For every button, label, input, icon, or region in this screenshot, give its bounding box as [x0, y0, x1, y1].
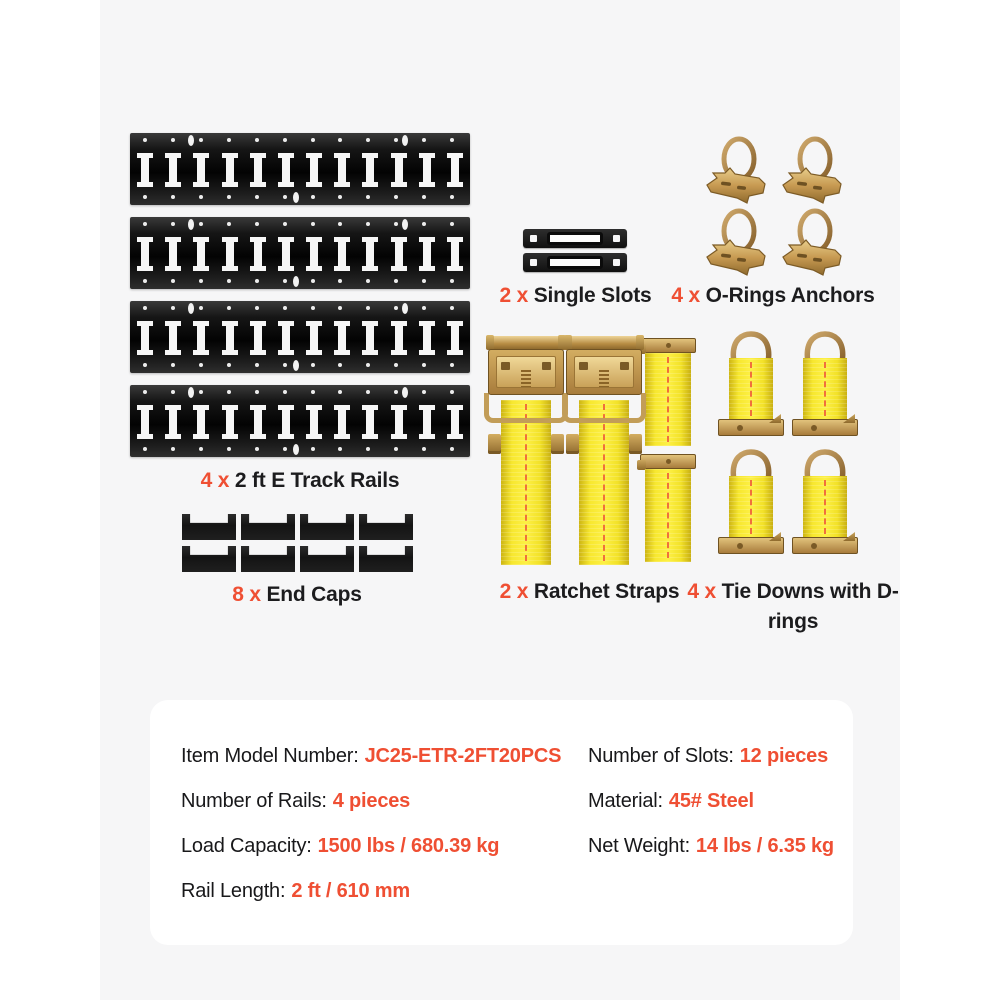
spec-label: Rail Length: [181, 880, 286, 902]
mounting-hole [283, 279, 287, 283]
ratchet-straps-name: Ratchet Straps [533, 580, 680, 603]
mounting-hole [171, 390, 175, 394]
end-cap [182, 514, 236, 540]
rail-slot-row [141, 317, 459, 358]
mounting-hole [338, 279, 342, 283]
mounting-slot-hole [293, 192, 299, 203]
mounting-slot-hole [402, 303, 408, 314]
mounting-hole [199, 306, 203, 310]
e-track-rails-group [130, 133, 470, 463]
rail-slot [451, 322, 459, 354]
mounting-hole [255, 447, 259, 451]
spec-label: Load Capacity: [181, 835, 312, 857]
rails-label [130, 466, 470, 496]
spec-value: 45# Steel [668, 790, 754, 812]
tie-down-anchor [792, 448, 858, 561]
rail-slot [451, 154, 459, 186]
tie-down-anchor [792, 330, 858, 443]
mounting-hole [311, 222, 315, 226]
mounting-hole [311, 279, 315, 283]
ratchet-straps-label [492, 577, 687, 607]
rail-slot [395, 322, 403, 354]
mounting-hole [422, 447, 426, 451]
mounting-hole [338, 363, 342, 367]
mounting-hole [283, 222, 287, 226]
rail-bottom-edge [135, 359, 465, 372]
mounting-hole [143, 138, 147, 142]
single-slots-name: Single Slots [533, 284, 652, 307]
rail-bottom-edge [135, 191, 465, 204]
mounting-hole [450, 363, 454, 367]
mounting-hole [394, 363, 398, 367]
mounting-hole [143, 222, 147, 226]
mounting-hole [394, 447, 398, 451]
mounting-hole [394, 195, 398, 199]
mounting-hole [255, 195, 259, 199]
o-ring-anchor [778, 136, 846, 206]
spec-value: 2 ft / 610 mm [291, 880, 410, 902]
spec-number-of-rails [181, 789, 410, 813]
mounting-hole [227, 363, 231, 367]
rail-top-edge [135, 302, 465, 315]
ratchet-straps-group [488, 336, 642, 565]
mounting-hole [338, 390, 342, 394]
e-track-rail [130, 217, 470, 289]
mounting-hole [422, 195, 426, 199]
e-track-fitting [792, 537, 858, 554]
stitch-line [603, 404, 605, 561]
mounting-hole [199, 222, 203, 226]
strap-webbing [645, 353, 691, 446]
rail-slot [310, 322, 318, 354]
mounting-hole [450, 138, 454, 142]
strap-hook [629, 434, 642, 454]
mounting-slot-hole [402, 219, 408, 230]
mounting-hole [311, 447, 315, 451]
rail-slot [169, 322, 177, 354]
mounting-hole [143, 390, 147, 394]
o-ring-anchor-icon [778, 208, 846, 278]
rail-slot [338, 154, 346, 186]
rail-slot [226, 238, 234, 270]
ratchet-plate [496, 356, 556, 388]
square-hole [613, 259, 620, 266]
rail-slot [451, 406, 459, 438]
mounting-hole [422, 279, 426, 283]
e-track-fitting [640, 338, 696, 353]
e-track-fitting [792, 419, 858, 436]
tie-downs-name: Tie Downs with D-rings [721, 580, 899, 633]
spec-rail-length [181, 879, 410, 903]
mounting-hole [255, 306, 259, 310]
rail-slot [366, 406, 374, 438]
mounting-hole [311, 363, 315, 367]
strap-hook [566, 434, 579, 454]
rail-slot [169, 406, 177, 438]
rail-slot [254, 238, 262, 270]
mounting-hole [366, 447, 370, 451]
rail-slot [141, 154, 149, 186]
mounting-hole [366, 363, 370, 367]
mounting-hole [199, 195, 203, 199]
strap-hook [551, 434, 564, 454]
o-ring-anchor [702, 208, 770, 278]
end-caps-qty: 8 x [232, 583, 261, 606]
mounting-hole [366, 195, 370, 199]
slot-window [547, 256, 603, 269]
mounting-hole [171, 195, 175, 199]
o-ring-anchors-group [702, 136, 846, 278]
stitch-line [667, 357, 669, 442]
mounting-hole [227, 138, 231, 142]
mounting-hole [143, 447, 147, 451]
mounting-hole [338, 138, 342, 142]
mounting-hole [450, 279, 454, 283]
mounting-hole [143, 306, 147, 310]
spec-load-capacity [181, 834, 499, 858]
tie-downs-label [683, 577, 903, 637]
mounting-hole [227, 447, 231, 451]
rail-slot-row [141, 401, 459, 442]
end-cap [241, 546, 295, 572]
mounting-hole [422, 138, 426, 142]
rail-slot [423, 406, 431, 438]
square-hole [613, 235, 620, 242]
e-track-fitting [640, 454, 696, 469]
stitch-line [824, 480, 826, 534]
rail-slot [282, 406, 290, 438]
mounting-hole [366, 138, 370, 142]
slot-window [547, 232, 603, 245]
rail-slot [338, 322, 346, 354]
rail-slot [395, 154, 403, 186]
mounting-slot-hole [293, 360, 299, 371]
strap-ends-group [640, 338, 696, 562]
end-cap [300, 546, 354, 572]
mounting-hole [227, 279, 231, 283]
mounting-hole [422, 222, 426, 226]
mounting-hole [255, 363, 259, 367]
mounting-hole [199, 390, 203, 394]
rail-slot [366, 154, 374, 186]
end-cap [359, 546, 413, 572]
mounting-hole [171, 447, 175, 451]
mounting-hole [199, 447, 203, 451]
rail-slot [366, 238, 374, 270]
stitch-line [525, 404, 527, 561]
rail-slot [141, 238, 149, 270]
e-track-fitting [718, 419, 784, 436]
mounting-hole [422, 363, 426, 367]
mounting-hole [311, 306, 315, 310]
rail-slot [423, 154, 431, 186]
ratchet-handle [562, 393, 646, 423]
mounting-hole [450, 447, 454, 451]
rail-slot [254, 322, 262, 354]
spec-label: Material: [588, 790, 663, 812]
rail-slot [310, 238, 318, 270]
rails-qty: 4 x [200, 469, 230, 492]
mounting-hole [283, 306, 287, 310]
ratchet-straps-qty: 2 x [499, 580, 529, 603]
spec-value: 14 lbs / 6.35 kg [695, 835, 834, 857]
rail-slot-row [141, 233, 459, 274]
spec-label: Net Weight: [588, 835, 690, 857]
spec-item-model-number [181, 744, 561, 768]
e-track-rail [130, 301, 470, 373]
tie-downs-qty: 4 x [687, 580, 716, 603]
rail-slot [451, 238, 459, 270]
e-track-fitting [718, 537, 784, 554]
mounting-hole [311, 138, 315, 142]
strap-webbing [729, 358, 773, 420]
rail-slot [197, 238, 205, 270]
mounting-hole [366, 390, 370, 394]
single-slots-label [498, 281, 653, 311]
o-rings-label [666, 281, 880, 311]
mounting-hole [199, 138, 203, 142]
mounting-hole [283, 195, 287, 199]
o-ring-anchor [778, 208, 846, 278]
rail-slot [395, 238, 403, 270]
end-caps-name: End Caps [266, 583, 362, 606]
mounting-hole [171, 222, 175, 226]
mounting-hole [366, 306, 370, 310]
mounting-hole [422, 390, 426, 394]
rail-slot [395, 406, 403, 438]
mounting-hole [255, 138, 259, 142]
rail-slot [282, 322, 290, 354]
rail-slot [338, 406, 346, 438]
rail-slot [197, 406, 205, 438]
mounting-hole [143, 279, 147, 283]
rail-top-edge [135, 386, 465, 399]
rail-slot [254, 154, 262, 186]
stitch-line [750, 480, 752, 534]
mounting-hole [171, 363, 175, 367]
strap-end [640, 338, 696, 446]
strap-webbing [501, 400, 551, 565]
square-hole [530, 259, 537, 266]
spec-value: JC25-ETR-2FT20PCS [364, 745, 562, 767]
rail-slot [310, 154, 318, 186]
end-cap [359, 514, 413, 540]
spec-value: 4 pieces [332, 790, 411, 812]
mounting-hole [311, 195, 315, 199]
rail-slot [141, 322, 149, 354]
spec-value: 1500 lbs / 680.39 kg [317, 835, 500, 857]
mounting-hole [338, 195, 342, 199]
mounting-hole [255, 390, 259, 394]
single-slots-group [523, 229, 627, 272]
ratchet-plate [574, 356, 634, 388]
ratchet-handle [484, 393, 568, 423]
end-caps-label [227, 580, 367, 610]
e-track-rail [130, 385, 470, 457]
ratchet-strap [488, 336, 564, 565]
strap-webbing [729, 476, 773, 538]
mounting-hole [227, 390, 231, 394]
mounting-hole [171, 306, 175, 310]
mounting-hole [199, 363, 203, 367]
spec-label: Item Model Number: [181, 745, 359, 767]
spec-material [588, 789, 754, 813]
rail-top-edge [135, 218, 465, 231]
mounting-hole [394, 306, 398, 310]
mounting-hole [283, 447, 287, 451]
rail-slot [169, 154, 177, 186]
mounting-slot-hole [188, 219, 194, 230]
mounting-hole [143, 363, 147, 367]
tie-down-anchor [718, 448, 784, 561]
rail-slot [169, 238, 177, 270]
rail-slot [282, 154, 290, 186]
square-hole [530, 235, 537, 242]
mounting-hole [450, 390, 454, 394]
mounting-hole [338, 447, 342, 451]
end-cap [300, 514, 354, 540]
strap-hook [488, 434, 501, 454]
strap-end [640, 454, 696, 562]
mounting-hole [227, 222, 231, 226]
mounting-hole [311, 390, 315, 394]
mounting-hole [394, 222, 398, 226]
mounting-slot-hole [402, 135, 408, 146]
rail-slot [423, 322, 431, 354]
rail-bottom-edge [135, 443, 465, 456]
strap-webbing [645, 469, 691, 562]
rail-top-edge [135, 134, 465, 147]
o-ring-anchor-icon [778, 136, 846, 206]
ratchet-strap [566, 336, 642, 565]
mounting-hole [171, 279, 175, 283]
spec-label: Number of Rails: [181, 790, 327, 812]
rail-slot [226, 322, 234, 354]
rail-slot [226, 154, 234, 186]
mounting-hole [422, 306, 426, 310]
mounting-hole [255, 279, 259, 283]
o-rings-name: O-Rings Anchors [705, 284, 875, 307]
end-cap [241, 514, 295, 540]
mounting-hole [171, 138, 175, 142]
mounting-slot-hole [188, 303, 194, 314]
rail-slot [197, 322, 205, 354]
mounting-hole [227, 195, 231, 199]
mounting-slot-hole [402, 387, 408, 398]
rails-name: 2 ft E Track Rails [234, 469, 400, 492]
mounting-hole [143, 195, 147, 199]
mounting-slot-hole [188, 135, 194, 146]
mounting-slot-hole [293, 444, 299, 455]
spec-value: 12 pieces [739, 745, 829, 767]
o-rings-qty: 4 x [671, 284, 701, 307]
mounting-slot-hole [293, 276, 299, 287]
mounting-hole [450, 222, 454, 226]
rail-slot [226, 406, 234, 438]
mounting-hole [338, 306, 342, 310]
rail-slot [254, 406, 262, 438]
mounting-hole [450, 306, 454, 310]
ratchet-spring [521, 370, 531, 387]
rail-bottom-edge [135, 275, 465, 288]
rail-slot [423, 238, 431, 270]
mounting-hole [338, 222, 342, 226]
mounting-hole [394, 138, 398, 142]
rail-slot [141, 406, 149, 438]
ratchet-frame [566, 349, 642, 395]
ratchet-frame [488, 349, 564, 395]
mounting-hole [366, 279, 370, 283]
mounting-hole [366, 222, 370, 226]
rail-slot [282, 238, 290, 270]
mounting-hole [199, 279, 203, 283]
ratchet-roller [490, 336, 562, 349]
o-ring-anchor-icon [702, 208, 770, 278]
mounting-slot-hole [188, 387, 194, 398]
mounting-hole [394, 390, 398, 394]
spec-card [150, 700, 853, 945]
tie-down-anchor [718, 330, 784, 443]
mounting-hole [283, 138, 287, 142]
mounting-hole [283, 363, 287, 367]
rail-slot [366, 322, 374, 354]
single-slot-fitting [523, 229, 627, 248]
ratchet-roller [568, 336, 640, 349]
o-ring-anchor [702, 136, 770, 206]
spec-number-of-slots [588, 744, 828, 768]
tie-downs-group [718, 330, 858, 561]
mounting-hole [450, 195, 454, 199]
mounting-hole [227, 306, 231, 310]
mounting-hole [394, 279, 398, 283]
stitch-line [750, 362, 752, 416]
rail-slot [338, 238, 346, 270]
single-slots-qty: 2 x [499, 284, 529, 307]
strap-webbing [579, 400, 629, 565]
e-track-rail [130, 133, 470, 205]
stitch-line [667, 473, 669, 558]
single-slot-fitting [523, 253, 627, 272]
mounting-hole [255, 222, 259, 226]
spec-net-weight [588, 834, 834, 858]
strap-webbing [803, 358, 847, 420]
o-ring-anchor-icon [702, 136, 770, 206]
stitch-line [824, 362, 826, 416]
strap-webbing [803, 476, 847, 538]
spec-label: Number of Slots: [588, 745, 734, 767]
rail-slot [197, 154, 205, 186]
rail-slot-row [141, 149, 459, 190]
end-caps-group [182, 514, 413, 572]
rail-slot [310, 406, 318, 438]
mounting-hole [283, 390, 287, 394]
end-cap [182, 546, 236, 572]
ratchet-spring [599, 370, 609, 387]
